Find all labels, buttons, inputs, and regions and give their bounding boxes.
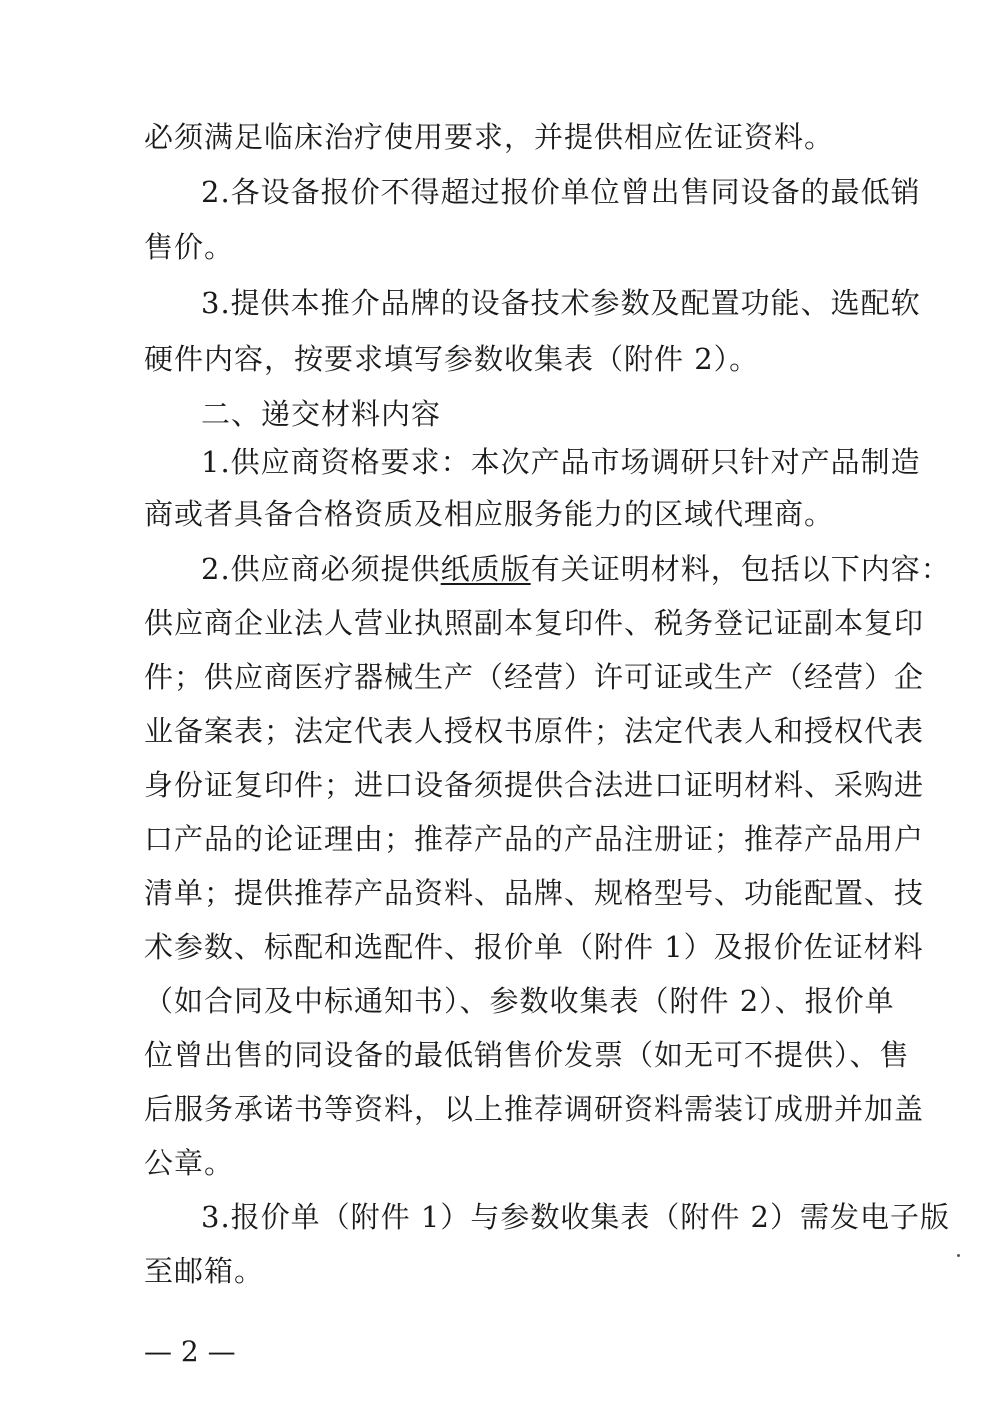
page-number: — 2 — [144, 1335, 236, 1368]
text-line: 件；供应商医疗器械生产（经营）许可证或生产（经营）企 [144, 660, 925, 694]
text-line: 2.各设备报价不得超过报价单位曾出售同设备的最低销 [201, 175, 921, 209]
text-line: 供应商企业法人营业执照副本复印件、税务登记证副本复印 [144, 606, 925, 640]
text-segment: 有关证明材料，包括以下内容： [530, 552, 951, 586]
text-line: 公章。 [144, 1146, 235, 1180]
text-line: 售价。 [144, 230, 235, 264]
text-line: 业备案表；法定代表人授权书原件；法定代表人和授权代表 [144, 714, 925, 748]
text-line: 硬件内容，按要求填写参数收集表（附件 2）。 [144, 342, 760, 376]
text-line: 后服务承诺书等资料，以上推荐调研资料需装订成册并加盖 [144, 1092, 925, 1126]
text-line: 口产品的论证理由；推荐产品的产品注册证；推荐产品用户 [144, 822, 925, 856]
text-line: 3.报价单（附件 1）与参数收集表（附件 2）需发电子版 [201, 1200, 951, 1234]
section-heading: 二、递交材料内容 [201, 397, 442, 431]
text-line: 位曾出售的同设备的最低销售价发票（如无可不提供）、售 [144, 1038, 910, 1072]
text-line: 1.供应商资格要求：本次产品市场调研只针对产品制造 [201, 445, 921, 479]
text-line: 术参数、标配和选配件、报价单（附件 1）及报价佐证材料 [144, 930, 924, 964]
text-line: 清单；提供推荐产品资料、品牌、规格型号、功能配置、技 [144, 876, 925, 910]
text-line: 3.提供本推介品牌的设备技术参数及配置功能、选配软 [201, 286, 921, 320]
text-line: 商或者具备合格资质及相应服务能力的区域代理商。 [144, 497, 835, 531]
text-line: （如合同及中标通知书）、参数收集表（附件 2）、报价单 [144, 984, 895, 1018]
text-line: 至邮箱。 [144, 1254, 265, 1288]
underlined-text: 纸质版 [440, 552, 531, 586]
scan-speck [957, 1254, 960, 1257]
text-segment: 2.供应商必须提供 [201, 552, 441, 586]
text-line-with-underline [201, 549, 951, 589]
text-line: 身份证复印件；进口设备须提供合法进口证明材料、采购进 [144, 768, 925, 802]
text-line: 必须满足临床治疗使用要求，并提供相应佐证资料。 [144, 120, 835, 154]
